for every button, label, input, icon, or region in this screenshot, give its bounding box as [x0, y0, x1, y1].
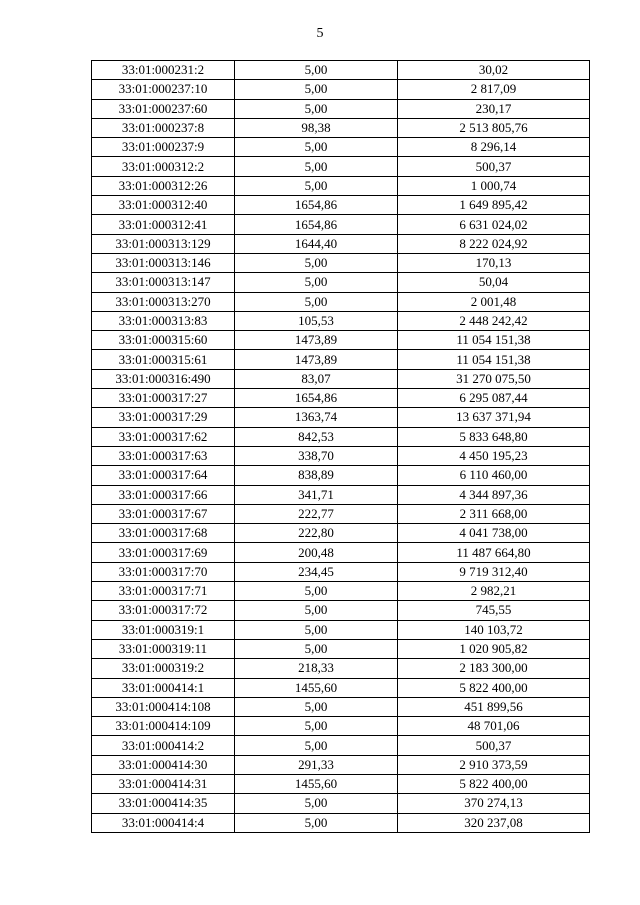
cadastral-number-cell: 33:01:000317:72	[92, 601, 235, 620]
cadastral-number-cell: 33:01:000319:11	[92, 639, 235, 658]
table-row	[92, 736, 590, 755]
cadastral-number-cell: 33:01:000317:62	[92, 427, 235, 446]
value-cell: 2 817,09	[398, 80, 590, 99]
cadastral-number-cell: 33:01:000315:60	[92, 331, 235, 350]
value-cell: 320 237,08	[398, 813, 590, 832]
value-cell: 5 833 648,80	[398, 427, 590, 446]
value-cell: 11 487 664,80	[398, 543, 590, 562]
value-cell: 5 822 400,00	[398, 678, 590, 697]
area-cell: 1644,40	[235, 234, 398, 253]
area-cell: 5,00	[235, 99, 398, 118]
table-row	[92, 331, 590, 350]
value-cell: 13 637 371,94	[398, 408, 590, 427]
area-cell: 234,45	[235, 562, 398, 581]
area-cell: 1654,86	[235, 196, 398, 215]
table-row	[92, 466, 590, 485]
value-cell: 140 103,72	[398, 620, 590, 639]
value-cell: 1 000,74	[398, 176, 590, 195]
table-row	[92, 196, 590, 215]
table-row	[92, 157, 590, 176]
area-cell: 5,00	[235, 176, 398, 195]
cadastral-number-cell: 33:01:000312:2	[92, 157, 235, 176]
value-cell: 2 183 300,00	[398, 659, 590, 678]
value-cell: 4 344 897,36	[398, 485, 590, 504]
table-row	[92, 524, 590, 543]
cadastral-table	[91, 60, 590, 833]
area-cell: 842,53	[235, 427, 398, 446]
table-row	[92, 273, 590, 292]
cadastral-number-cell: 33:01:000237:60	[92, 99, 235, 118]
table-row	[92, 813, 590, 832]
cadastral-number-cell: 33:01:000414:35	[92, 794, 235, 813]
cadastral-number-cell: 33:01:000237:10	[92, 80, 235, 99]
cadastral-number-cell: 33:01:000231:2	[92, 61, 235, 80]
cadastral-number-cell: 33:01:000414:2	[92, 736, 235, 755]
area-cell: 98,38	[235, 118, 398, 137]
area-cell: 1654,86	[235, 215, 398, 234]
table-row	[92, 504, 590, 523]
area-cell: 1455,60	[235, 774, 398, 793]
table-row	[92, 253, 590, 272]
cadastral-number-cell: 33:01:000312:26	[92, 176, 235, 195]
value-cell: 2 982,21	[398, 582, 590, 601]
value-cell: 500,37	[398, 736, 590, 755]
table-row	[92, 774, 590, 793]
area-cell: 5,00	[235, 157, 398, 176]
table-row	[92, 80, 590, 99]
cadastral-number-cell: 33:01:000315:61	[92, 350, 235, 369]
value-cell: 4 041 738,00	[398, 524, 590, 543]
cadastral-number-cell: 33:01:000316:490	[92, 369, 235, 388]
table-row	[92, 485, 590, 504]
cadastral-number-cell: 33:01:000414:1	[92, 678, 235, 697]
table-row	[92, 582, 590, 601]
table-row	[92, 369, 590, 388]
value-cell: 170,13	[398, 253, 590, 272]
cadastral-number-cell: 33:01:000317:70	[92, 562, 235, 581]
value-cell: 745,55	[398, 601, 590, 620]
area-cell: 5,00	[235, 138, 398, 157]
value-cell: 4 450 195,23	[398, 446, 590, 465]
table-row	[92, 697, 590, 716]
value-cell: 2 311 668,00	[398, 504, 590, 523]
area-cell: 1455,60	[235, 678, 398, 697]
table-row	[92, 99, 590, 118]
cadastral-number-cell: 33:01:000313:270	[92, 292, 235, 311]
table-row	[92, 61, 590, 80]
value-cell: 230,17	[398, 99, 590, 118]
value-cell: 2 448 242,42	[398, 311, 590, 330]
cadastral-number-cell: 33:01:000317:69	[92, 543, 235, 562]
value-cell: 30,02	[398, 61, 590, 80]
area-cell: 222,77	[235, 504, 398, 523]
cadastral-number-cell: 33:01:000312:41	[92, 215, 235, 234]
area-cell: 341,71	[235, 485, 398, 504]
cadastral-number-cell: 33:01:000317:29	[92, 408, 235, 427]
table-row	[92, 118, 590, 137]
table-row	[92, 794, 590, 813]
area-cell: 5,00	[235, 813, 398, 832]
table-row	[92, 717, 590, 736]
area-cell: 291,33	[235, 755, 398, 774]
table-row	[92, 562, 590, 581]
table-row	[92, 292, 590, 311]
table-row	[92, 446, 590, 465]
area-cell: 5,00	[235, 736, 398, 755]
value-cell: 6 631 024,02	[398, 215, 590, 234]
value-cell: 5 822 400,00	[398, 774, 590, 793]
cadastral-number-cell: 33:01:000317:63	[92, 446, 235, 465]
value-cell: 6 110 460,00	[398, 466, 590, 485]
area-cell: 5,00	[235, 273, 398, 292]
area-cell: 5,00	[235, 639, 398, 658]
value-cell: 1 649 895,42	[398, 196, 590, 215]
value-cell: 370 274,13	[398, 794, 590, 813]
area-cell: 105,53	[235, 311, 398, 330]
area-cell: 218,33	[235, 659, 398, 678]
cadastral-number-cell: 33:01:000317:68	[92, 524, 235, 543]
table-row	[92, 138, 590, 157]
area-cell: 838,89	[235, 466, 398, 485]
value-cell: 1 020 905,82	[398, 639, 590, 658]
value-cell: 2 001,48	[398, 292, 590, 311]
cadastral-number-cell: 33:01:000317:67	[92, 504, 235, 523]
table-row	[92, 389, 590, 408]
area-cell: 5,00	[235, 253, 398, 272]
area-cell: 1363,74	[235, 408, 398, 427]
value-cell: 2 910 373,59	[398, 755, 590, 774]
area-cell: 5,00	[235, 292, 398, 311]
cadastral-number-cell: 33:01:000317:66	[92, 485, 235, 504]
value-cell: 2 513 805,76	[398, 118, 590, 137]
cadastral-number-cell: 33:01:000319:1	[92, 620, 235, 639]
area-cell: 1473,89	[235, 331, 398, 350]
value-cell: 8 222 024,92	[398, 234, 590, 253]
area-cell: 5,00	[235, 794, 398, 813]
table-row	[92, 311, 590, 330]
value-cell: 48 701,06	[398, 717, 590, 736]
table-body	[92, 61, 590, 833]
value-cell: 500,37	[398, 157, 590, 176]
cadastral-number-cell: 33:01:000237:8	[92, 118, 235, 137]
table-row	[92, 755, 590, 774]
table-row	[92, 176, 590, 195]
area-cell: 5,00	[235, 717, 398, 736]
cadastral-number-cell: 33:01:000414:30	[92, 755, 235, 774]
value-cell: 31 270 075,50	[398, 369, 590, 388]
cadastral-number-cell: 33:01:000414:31	[92, 774, 235, 793]
area-cell: 222,80	[235, 524, 398, 543]
cadastral-number-cell: 33:01:000317:71	[92, 582, 235, 601]
area-cell: 83,07	[235, 369, 398, 388]
value-cell: 6 295 087,44	[398, 389, 590, 408]
cadastral-number-cell: 33:01:000414:109	[92, 717, 235, 736]
cadastral-number-cell: 33:01:000414:108	[92, 697, 235, 716]
area-cell: 5,00	[235, 61, 398, 80]
page-number: 5	[316, 26, 324, 41]
table-row	[92, 639, 590, 658]
value-cell: 451 899,56	[398, 697, 590, 716]
table-row	[92, 543, 590, 562]
cadastral-number-cell: 33:01:000313:147	[92, 273, 235, 292]
area-cell: 1473,89	[235, 350, 398, 369]
cadastral-number-cell: 33:01:000313:146	[92, 253, 235, 272]
table-row	[92, 659, 590, 678]
table-row	[92, 601, 590, 620]
area-cell: 5,00	[235, 582, 398, 601]
table-row	[92, 678, 590, 697]
cadastral-number-cell: 33:01:000313:83	[92, 311, 235, 330]
value-cell: 11 054 151,38	[398, 350, 590, 369]
value-cell: 8 296,14	[398, 138, 590, 157]
table-row	[92, 427, 590, 446]
value-cell: 11 054 151,38	[398, 331, 590, 350]
area-cell: 5,00	[235, 620, 398, 639]
cadastral-number-cell: 33:01:000317:64	[92, 466, 235, 485]
table-row	[92, 620, 590, 639]
cadastral-number-cell: 33:01:000317:27	[92, 389, 235, 408]
value-cell: 9 719 312,40	[398, 562, 590, 581]
table-row	[92, 408, 590, 427]
cadastral-number-cell: 33:01:000313:129	[92, 234, 235, 253]
area-cell: 200,48	[235, 543, 398, 562]
area-cell: 338,70	[235, 446, 398, 465]
table-row	[92, 215, 590, 234]
area-cell: 5,00	[235, 601, 398, 620]
area-cell: 5,00	[235, 697, 398, 716]
cadastral-number-cell: 33:01:000319:2	[92, 659, 235, 678]
cadastral-number-cell: 33:01:000414:4	[92, 813, 235, 832]
value-cell: 50,04	[398, 273, 590, 292]
area-cell: 1654,86	[235, 389, 398, 408]
table-row	[92, 234, 590, 253]
cadastral-number-cell: 33:01:000237:9	[92, 138, 235, 157]
cadastral-number-cell: 33:01:000312:40	[92, 196, 235, 215]
table-row	[92, 350, 590, 369]
area-cell: 5,00	[235, 80, 398, 99]
